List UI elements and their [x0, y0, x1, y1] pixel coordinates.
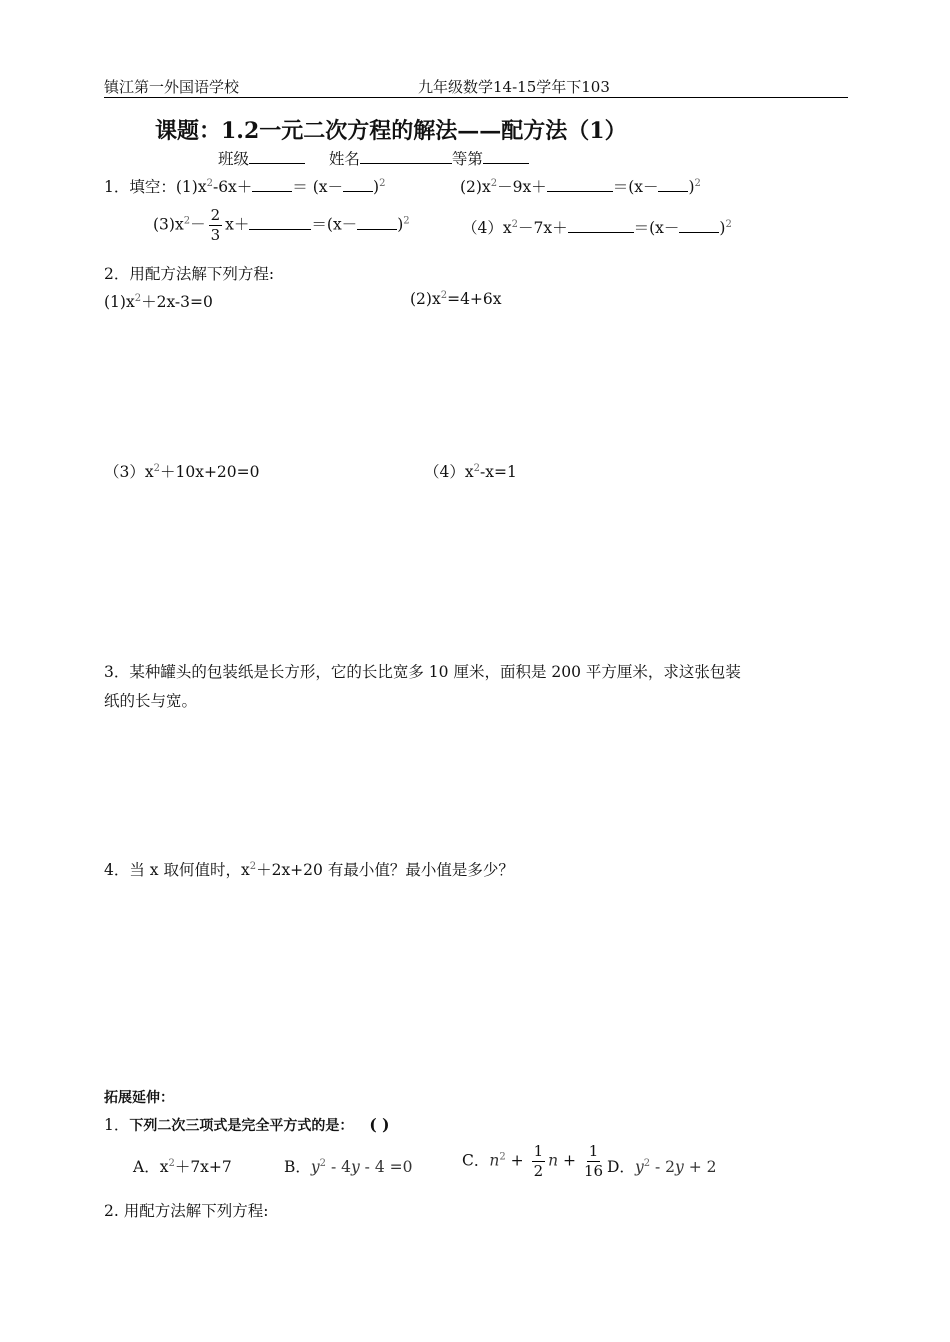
q1b-blank1[interactable]	[547, 177, 613, 192]
q1b-blank2[interactable]	[658, 177, 688, 192]
q1c-blank2[interactable]	[357, 215, 397, 230]
q3-line2: 纸的长与宽。	[104, 692, 198, 710]
header-rule	[104, 97, 848, 98]
q2-intro: 2．用配方法解下列方程:	[104, 265, 275, 283]
option-c-fraction-1: $\frac{1}{2}$	[533, 1142, 544, 1180]
q1a-eq: ＝ (x－	[292, 178, 344, 196]
q1b: $(2)x^2-9x+ =(x- )^2$	[460, 177, 701, 196]
grade-blank[interactable]	[483, 149, 529, 164]
name-blank[interactable]	[360, 149, 452, 164]
q1c-blank1[interactable]	[249, 215, 311, 230]
ext-option-d: D．$y^2 - 2y + 2$	[607, 1157, 717, 1176]
q1a-blank2[interactable]	[343, 177, 373, 192]
q1c-fraction: $\frac{2}{3}$	[210, 206, 221, 244]
ext-q2: 2. 用配方法解下列方程:	[104, 1202, 269, 1220]
q2-problem-4: $(4)x^2-x=1$	[424, 462, 517, 481]
q3-line1: 3．某种罐头的包装纸是长方形，它的长比宽多 10 厘米，面积是 200 平方厘米，求这张包装	[104, 663, 741, 681]
q1-row1	[104, 175, 385, 197]
ext-q1: 1．下列二次三项式是完全平方式的是： ( )	[104, 1115, 390, 1134]
class-label: 班级	[218, 150, 250, 168]
q1-intro: 1．填空：	[104, 178, 176, 196]
student-info-line	[218, 147, 529, 169]
class-blank[interactable]	[249, 149, 305, 164]
q4-text: 4．当 x 取何值时，$x^2+2x+20$ 有最小值？最小值是多少？	[104, 860, 514, 879]
grade-label: 等第	[451, 150, 483, 168]
ext-option-a: A．$x^2+7x+7$	[133, 1157, 232, 1176]
q1a-blank1[interactable]	[252, 177, 292, 192]
course-info: 九年级数学14-15学年下103	[418, 78, 610, 96]
q1a-close: )	[373, 178, 380, 196]
q1a-text: $(1)x^2-6x+$	[175, 177, 253, 196]
page-title: 课题：1.2一元二次方程的解法——配方法（1）	[155, 118, 627, 144]
q1a-sq: 2	[379, 177, 386, 189]
q1d: $(4)x^2-7x+ =(x- )^2$	[462, 218, 732, 237]
name-label: 姓名	[328, 150, 360, 168]
q1d-blank2[interactable]	[679, 218, 719, 233]
q2-problem-2: $(2)x^2=4+6x$	[410, 290, 502, 309]
ext-option-c: C．$n^2$ + $\frac{1}{2}$ n + $\frac{1}{16}$	[462, 1142, 604, 1180]
q1d-blank1[interactable]	[568, 218, 634, 233]
option-c-fraction-2: $\frac{1}{16}$	[583, 1142, 604, 1180]
q2-problem-3: $(3)x^2+10x+20=0$	[104, 462, 260, 481]
q1c: $(3)x^2-$ $\frac{2}{3}$ $x+ =(x- )^2$	[153, 206, 410, 244]
ext-option-b: B．$y^2 - 4y - 4 =0$	[284, 1157, 413, 1176]
school-name: 镇江第一外国语学校	[104, 78, 240, 96]
q2-problem-1: $(1)x^2+2x-3=0$	[104, 292, 213, 311]
extension-heading: 拓展延伸：	[104, 1090, 174, 1106]
